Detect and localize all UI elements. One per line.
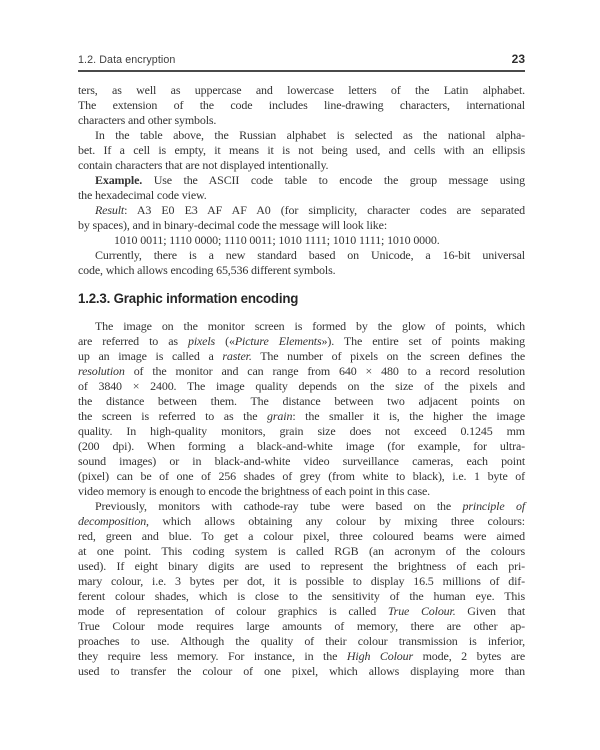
- text-line: [78, 394, 525, 409]
- text-segment: the distance between them. The distance between two adjacent points on: [78, 394, 525, 408]
- text-line: [78, 349, 525, 364]
- text-line: [78, 263, 525, 278]
- text-segment: Given that: [455, 604, 526, 618]
- text-segment: at one point. This coding system is called RGB (an acronym of the colours: [78, 544, 525, 558]
- text-segment: contain characters that are not displayed intentionally.: [78, 158, 329, 172]
- header-rule-divider: [78, 70, 525, 72]
- text-segment: ters, as well as uppercase and lowercase letters of the Latin alphabet.: [78, 83, 525, 97]
- text-segment: proaches to use. Although the quality of their colour transmission is inferior,: [78, 634, 525, 648]
- text-line: [78, 409, 525, 424]
- text-line: [78, 559, 525, 574]
- text-line: [78, 529, 525, 544]
- text-segment: used). If eight binary digits are used to represent the brightness of each pri-: [78, 559, 525, 573]
- paragraph: [78, 128, 525, 173]
- paragraph: [78, 173, 525, 203]
- text-line: [78, 589, 525, 604]
- paragraph: [78, 83, 525, 128]
- text-line: [78, 319, 525, 334]
- text-line: [78, 634, 525, 649]
- text-segment: In the table above, the Russian alphabet is selected as the national alpha-: [95, 128, 525, 142]
- text-line: [78, 248, 525, 263]
- text-segment: principle of: [462, 499, 526, 513]
- text-line: [78, 499, 525, 514]
- text-segment: pixels: [187, 334, 216, 348]
- text-segment: they require less memory. For instance, in the: [78, 649, 347, 663]
- text-line: [78, 334, 525, 349]
- paragraph: [78, 319, 525, 499]
- paragraph: [78, 499, 525, 679]
- section-heading: 1.2.3. Graphic information encoding: [78, 290, 299, 306]
- text-segment: the hexadecimal code view.: [78, 188, 207, 202]
- text-segment: mode of representation of colour graphics is called: [78, 604, 388, 618]
- text-line: [78, 173, 525, 188]
- text-segment: True Colour.: [387, 604, 456, 618]
- text-line: [78, 218, 525, 233]
- text-line: [78, 113, 525, 128]
- text-line: [78, 469, 525, 484]
- text-segment: , which allows obtaining any colour by mixing three colours:: [146, 514, 525, 528]
- page-header: [78, 52, 525, 66]
- text-segment: code, which allows encoding 65,536 different symbols.: [78, 263, 336, 277]
- text-segment: characters and other symbols.: [78, 113, 217, 127]
- text-line: [78, 83, 525, 98]
- text-segment: raster.: [222, 349, 252, 363]
- paragraph: [78, 233, 525, 248]
- text-segment: The image on the monitor screen is formed by the glow of points, which: [95, 319, 525, 333]
- text-line: [78, 484, 525, 499]
- text-segment: The extension of the code includes line-drawing characters, international: [78, 98, 525, 112]
- text-line: [78, 619, 525, 634]
- text-segment: up an image is called a: [78, 349, 223, 363]
- text-segment: sound images) or in black-and-white video surveillance cameras, each point: [78, 454, 525, 468]
- paragraph: [78, 203, 525, 233]
- text-segment: (200 dpi). When forming a black-and-white image (for example, for ultra-: [78, 439, 525, 453]
- text-line: [78, 454, 525, 469]
- text-line: [78, 424, 525, 439]
- text-segment: resolution: [78, 364, 125, 378]
- text-segment: 1010 0011; 1110 0000; 1110 0011; 1010 1111; 1010 1111; 1010 0000.: [114, 233, 440, 247]
- paragraph: [78, 248, 525, 278]
- text-segment: Use the ASCII code table to encode the group message using: [142, 173, 525, 187]
- text-segment: Currently, there is a new standard based on Unicode, a 16-bit universal: [95, 248, 525, 262]
- text-segment: video memory is enough to encode the brightness of each point in this case.: [78, 484, 430, 498]
- text-segment: Result: [95, 203, 125, 217]
- text-line: [78, 649, 525, 664]
- text-line: [78, 364, 525, 379]
- text-line: [78, 379, 525, 394]
- text-segment: The number of pixels on the screen defines the: [251, 349, 526, 363]
- text-line: [78, 544, 525, 559]
- text-line: [78, 128, 525, 143]
- text-segment: quality. In high-quality monitors, grain size does not exceed 0.1245 mm: [78, 424, 525, 438]
- text-segment: mary colour, i.e. 3 bytes per dot, it is possible to display 16.5 millions of dif-: [78, 574, 525, 588]
- text-segment: red, green and blue. To get a colour pixel, three coloured beams were aimed: [78, 529, 525, 543]
- text-segment: mode, 2 bytes are: [413, 649, 526, 663]
- text-segment: of the monitor and can range from 640 × 480 to a record resolution: [124, 364, 525, 378]
- text-line: [78, 203, 525, 218]
- text-segment: grain: [267, 409, 293, 423]
- text-line: [78, 143, 525, 158]
- book-page: [78, 52, 525, 679]
- text-line: [78, 439, 525, 454]
- text-line: [78, 98, 525, 113]
- text-segment: : A3 E0 E3 AF AF A0 (for simplicity, character codes are separated: [124, 203, 525, 217]
- running-title: 1.2. Data encryption: [78, 54, 176, 66]
- text-segment: decomposition: [78, 514, 147, 528]
- text-segment: True Colour mode requires large amounts of memory, there are other ap-: [78, 619, 525, 633]
- text-segment: ferent colour shades, which is close to the sensitivity of the human eye. This: [78, 589, 525, 603]
- text-line: [78, 574, 525, 589]
- page-number: 23: [511, 52, 525, 66]
- text-segment: used to transfer the colour of one pixel, which allows displaying more than: [78, 664, 525, 678]
- text-line: [78, 604, 525, 619]
- text-segment: High Colour: [346, 649, 414, 663]
- text-segment: (pixel) can be of one of 256 shades of grey (from white to black), i.e. 1 byte of: [78, 469, 525, 483]
- text-line: [78, 664, 525, 679]
- text-line: [78, 158, 525, 173]
- text-segment: of 3840 × 2400. The image quality depends on the size of the pixels and: [78, 379, 525, 393]
- text-segment: by spaces), and in binary-decimal code the message will look like:: [78, 218, 388, 232]
- text-segment: »). The entire set of points making: [321, 334, 525, 348]
- text-segment: Previously, monitors with cathode-ray tube were based on the: [95, 499, 463, 513]
- text-segment: the screen is referred to as the: [78, 409, 268, 423]
- text-line: [78, 233, 525, 248]
- text-line: [78, 188, 525, 203]
- text-segment: : the smaller it is, the higher the image: [292, 409, 525, 423]
- text-segment: bet. If a cell is empty, it means it is not being used, and cells with an ellipsis: [78, 143, 525, 157]
- page-body: [78, 83, 525, 679]
- text-line: [78, 514, 525, 529]
- text-segment: Picture Elements: [234, 334, 322, 348]
- text-segment: Example.: [95, 173, 143, 187]
- text-segment: are referred to as: [78, 334, 188, 348]
- text-segment: («: [215, 334, 235, 348]
